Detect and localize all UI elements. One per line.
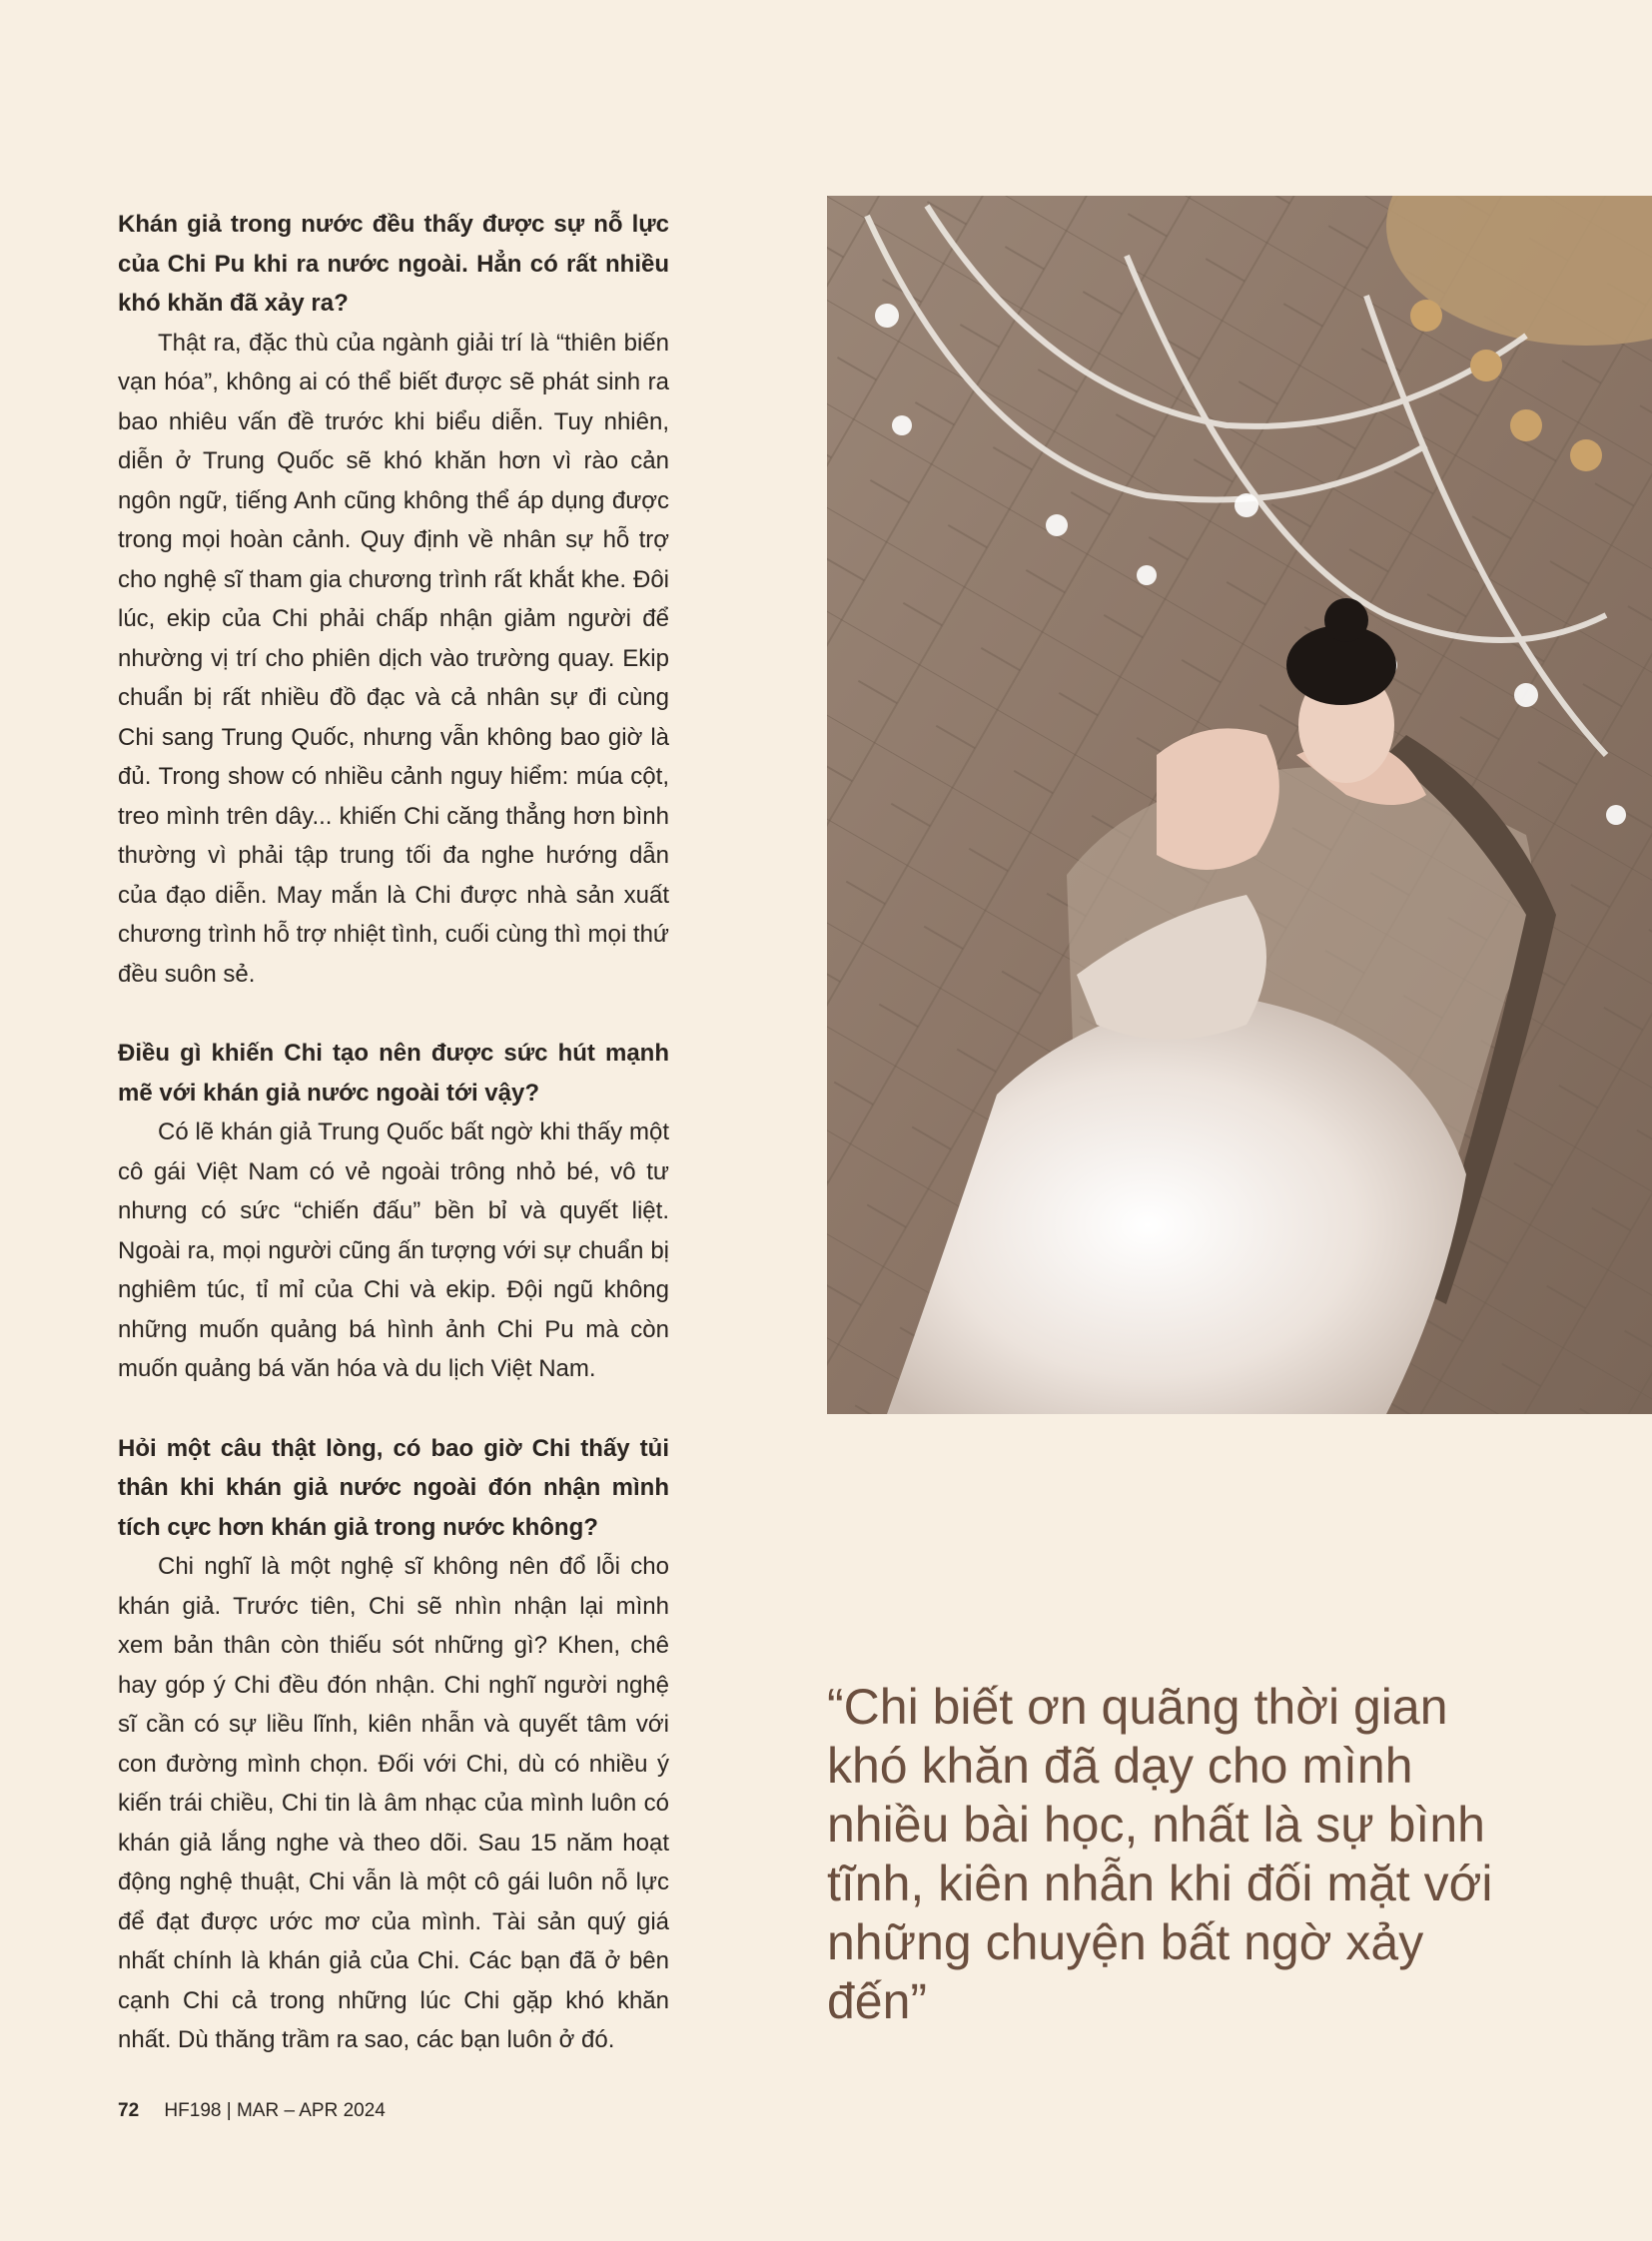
cover-photo [827, 196, 1652, 1414]
question-1: Khán giả trong nước đều thấy được sự nỗ lực của Chi Pu khi ra nước ngoài. Hẳn có rất nhiều khó khăn đã xảy ra? [118, 211, 669, 317]
pull-quote: “Chi biết ơn quãng thời gian khó khăn đã dạy cho mình nhiều bài học, nhất là sự bình tĩnh, kiên nhẫn khi đối mặt với những chuyện bất ngờ xảy đến” [827, 1679, 1493, 2029]
photo-illustration-icon [827, 196, 1652, 1414]
page-footer [118, 2100, 386, 2122]
question-3: Hỏi một câu thật lòng, có bao giờ Chi thấy tủi thân khi khán giả nước ngoài đón nhận mình tích cực hơn khán giả trong nước không? [118, 1434, 669, 1541]
issue-label: HF198 | MAR – APR 2024 [164, 2100, 386, 2121]
answer-3: Chi nghĩ là một nghệ sĩ không nên đổ lỗi cho khán giả. Trước tiên, Chi sẽ nhìn nhận lại mình xem bản thân còn thiếu sót những gì? Khen, chê hay góp ý Chi đều đón nhận. Chi nghĩ người nghệ sĩ cần có sự liều lĩnh, kiên nhẫn và quyết tâm với con đường mình chọn. Đối với Chi, dù có nhiều ý kiến trái chiều, Chi tin là âm nhạc của mình luôn có khán giả lắng nghe và theo dõi. Sau 15 năm hoạt động nghệ thuật, Chi vẫn là một cô gái luôn nỗ lực để đạt được ước mơ của mình. Tài sản quý giá nhất chính là khán giả của Chi. Các bạn đã ở bên cạnh Chi cả trong những lúc Chi gặp khó khăn nhất. Dù thăng trầm ra sao, các bạn luôn ở đó. [118, 1553, 669, 2053]
answer-2: Có lẽ khán giả Trung Quốc bất ngờ khi thấy một cô gái Việt Nam có vẻ ngoài trông nhỏ bé, vô tư nhưng có sức “chiến đấu” bền bỉ và quyết liệt. Ngoài ra, mọi người cũng ấn tượng với sự chuẩn bị nghiêm túc, tỉ mỉ của Chi và ekip. Đội ngũ không những muốn quảng bá hình ảnh Chi Pu mà còn muốn quảng bá văn hóa và du lịch Việt Nam. [118, 1119, 669, 1382]
answer-1: Thật ra, đặc thù của ngành giải trí là “thiên biến vạn hóa”, không ai có thể biết được sẽ phát sinh ra bao nhiêu vấn đề trước khi biểu diễn. Tuy nhiên, diễn ở Trung Quốc sẽ khó khăn hơn vì rào cản ngôn ngữ, tiếng Anh cũng không thể áp dụng được trong mọi hoàn cảnh. Quy định về nhân sự hỗ trợ cho nghệ sĩ tham gia chương trình rất khắt khe. Đôi lúc, ekip của Chi phải chấp nhận giảm người để nhường vị trí cho phiên dịch vào trường quay. Ekip chuẩn bị rất nhiều đồ đạc và cả nhân sự đi cùng Chi sang Trung Quốc, nhưng vẫn không bao giờ là đủ. Trong show có nhiều cảnh nguy hiểm: múa cột, treo mình trên dây... khiến Chi căng thẳng hơn bình thường vì phải tập trung tối đa nghe hướng dẫn của đạo diễn. May mắn là Chi được nhà sản xuất chương trình hỗ trợ nhiệt tình, cuối cùng thì mọi thứ đều suôn sẻ. [118, 329, 669, 988]
page-number: 72 [118, 2100, 140, 2121]
article-body [118, 205, 669, 2060]
question-2: Điều gì khiến Chi tạo nên được sức hút mạnh mẽ với khán giả nước ngoài tới vậy? [118, 1040, 669, 1107]
